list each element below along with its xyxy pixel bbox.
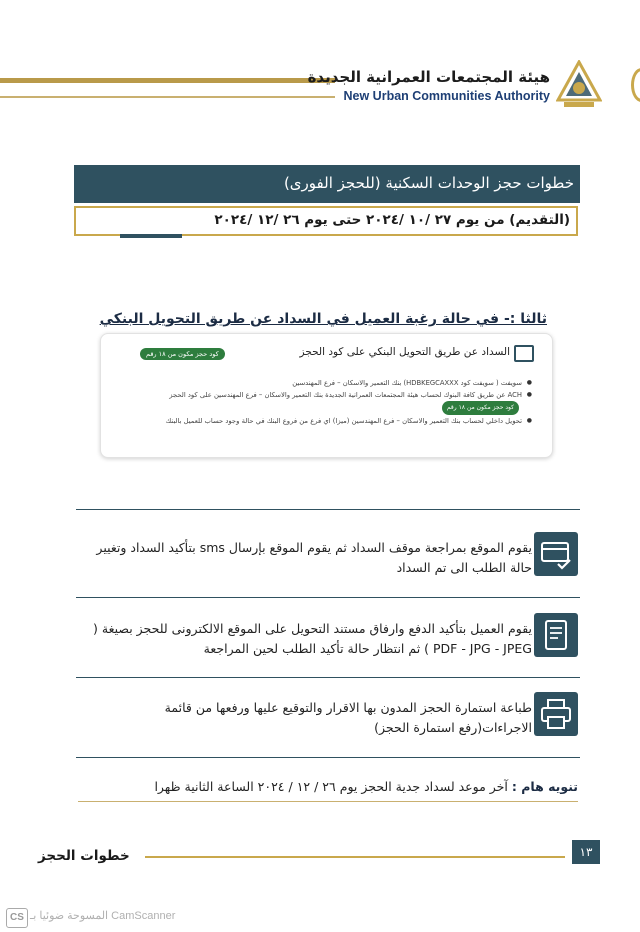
camscanner-watermark: المسوحة ضوئيا بـ CamScanner	[30, 910, 176, 922]
section-heading: ثالثا :- في حالة رغبة العميل في السداد عن طريق التحويل البنكي	[99, 311, 547, 327]
reservation-code-badge: كود حجز مكون من ١٨ رقم	[140, 348, 225, 360]
date-accent-bar	[120, 234, 182, 238]
authority-logo-icon	[556, 60, 602, 110]
date-range: (التقديم) من يوم ٢٧ /١٠ /٢٠٢٤ حتى يوم ٢٦ /١٢ /٢٠٢٤	[214, 212, 570, 228]
printer-icon	[534, 692, 578, 736]
bank-option-internal: ● تحويل داخلي لحساب بنك التعمير والاسكان – فرع المهندسين (ميزا) اي فرع من فروع البنك في حالة وجود حساب للعميل بالبنك	[114, 415, 532, 427]
org-name-english: New Urban Communities Authority	[343, 89, 550, 103]
org-name-arabic: هيئة المجتمعات العمرانية الجديدة	[307, 68, 550, 86]
page-title: خطوات حجز الوحدات السكنية (للحجز الفورى)	[283, 174, 574, 192]
note-underline	[78, 801, 578, 802]
camscanner-logo-icon: CS	[6, 908, 28, 928]
header-gold-bar	[0, 78, 335, 83]
footer-gold-line	[145, 856, 565, 858]
reservation-code-badge-inline: كود حجز مكون من ١٨ رقم	[442, 401, 519, 415]
important-note	[154, 779, 578, 794]
divider	[76, 757, 580, 758]
card-title: السداد عن طريق التحويل البنكي على كود الحجز	[299, 346, 510, 358]
page-number: ١٣	[572, 840, 600, 864]
note-label: تنويه هام :	[511, 779, 578, 794]
divider	[76, 509, 580, 510]
step-1-text: يقوم الموقع بمراجعة موقف السداد ثم يقوم الموقع بإرسال sms بتأكيد السداد وتغيير حالة الطلب الى تم السداد	[96, 540, 532, 575]
note-text: آخر موعد لسداد جدية الحجز يوم ٢٦ / ١٢ / ٢٠٢٤ الساعة الثانية ظهرا	[154, 779, 508, 794]
bank-option-swift: ● سويفت ( سويفت كود HDBKEGCAXXX) بنك التعمير والاسكان – فرع المهندسين	[114, 377, 532, 389]
header-gold-line	[0, 96, 335, 98]
divider	[76, 597, 580, 598]
document-upload-icon	[534, 613, 578, 657]
bank-transfer-icon	[514, 345, 534, 362]
footer-label: خطوات الحجز	[38, 848, 130, 864]
step-2-text: يقوم العميل بتأكيد الدفع وارفاق مستند التحويل على الموقع الالكترونى للحجز بصيغة ( PDF - JPG - JPEG ) ثم انتظار حالة تأكيد الطلب لحين المراجعة	[93, 621, 532, 656]
bank-options-list	[114, 377, 532, 427]
divider	[76, 677, 580, 678]
header-edge-mark	[631, 68, 640, 102]
step-3-text: طباعة استمارة الحجز المدون بها الاقرار والتوقيع عليها ورفعها من قائمة الاجراءات(رفع استمارة الحجز)	[164, 700, 532, 735]
bank-option-ach	[114, 389, 532, 415]
bank-option-ach-text: ACH عن طريق كافة البنوك لحساب هيئة المجتمعات العمرانية الجديدة بنك التعمير والاسكان – فرع المهندسين على كود الحجز	[169, 391, 522, 399]
payment-confirm-icon	[534, 532, 578, 576]
